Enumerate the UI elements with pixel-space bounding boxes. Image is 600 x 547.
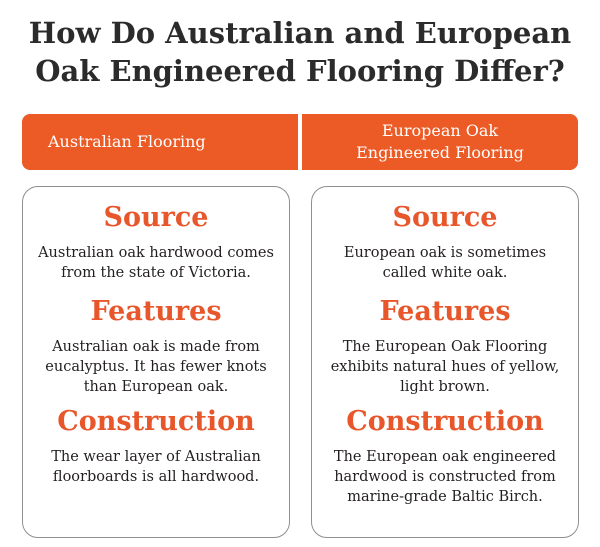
header-european-label: [356, 120, 524, 164]
header-european-line-1: European Oak: [381, 121, 499, 140]
australian-features-line-3: than European oak.: [83, 379, 229, 395]
header-australian-label: Australian Flooring: [48, 132, 206, 151]
european-source-line-1: European oak is sometimes: [343, 245, 547, 261]
australian-construction-line-2: floorboards is all hardwood.: [52, 469, 260, 485]
australian-source-line-2: from the state of Victoria.: [61, 265, 251, 281]
page-title: [0, 14, 600, 90]
european-features-line-1: The European Oak Flooring: [342, 339, 548, 355]
australian-construction-heading: Construction: [57, 406, 255, 437]
australian-construction-section: [23, 405, 289, 487]
european-source-line-2: called white oak.: [382, 265, 508, 281]
australian-construction-text: [23, 447, 289, 487]
european-source-section: [312, 201, 578, 283]
european-features-line-3: light brown.: [400, 379, 490, 395]
european-features-line-2: exhibits natural hues of yellow,: [330, 359, 560, 375]
european-construction-line-2: hardwood is constructed from: [334, 469, 556, 485]
european-source-text: [312, 243, 578, 283]
page-title-line-1: How Do Australian and European: [28, 16, 572, 50]
header-australian-flooring: [22, 114, 298, 170]
european-construction-line-1: The European oak engineered: [333, 449, 557, 465]
european-features-text: [312, 337, 578, 397]
australian-source-text: [23, 243, 289, 283]
australian-features-text: [23, 337, 289, 397]
australian-features-section: [23, 295, 289, 397]
european-source-heading: Source: [392, 202, 498, 233]
header-european-line-2: Engineered Flooring: [356, 143, 524, 162]
european-features-section: [312, 295, 578, 397]
australian-features-heading: Features: [90, 296, 222, 327]
australian-source-section: [23, 201, 289, 283]
european-card: [311, 186, 579, 538]
australian-construction-line-1: The wear layer of Australian: [51, 449, 261, 465]
european-construction-heading: Construction: [346, 406, 544, 437]
page-title-line-2: Oak Engineered Flooring Differ?: [35, 54, 565, 88]
header-european-oak-flooring: [302, 114, 578, 170]
australian-features-line-2: eucalyptus. It has fewer knots: [45, 359, 267, 375]
australian-source-line-1: Australian oak hardwood comes: [38, 245, 274, 261]
european-construction-line-3: marine-grade Baltic Birch.: [347, 489, 543, 505]
european-features-heading: Features: [379, 296, 511, 327]
australian-source-heading: Source: [103, 202, 209, 233]
australian-card: [22, 186, 290, 538]
european-construction-section: [312, 405, 578, 507]
european-construction-text: [312, 447, 578, 507]
australian-features-line-1: Australian oak is made from: [52, 339, 260, 355]
